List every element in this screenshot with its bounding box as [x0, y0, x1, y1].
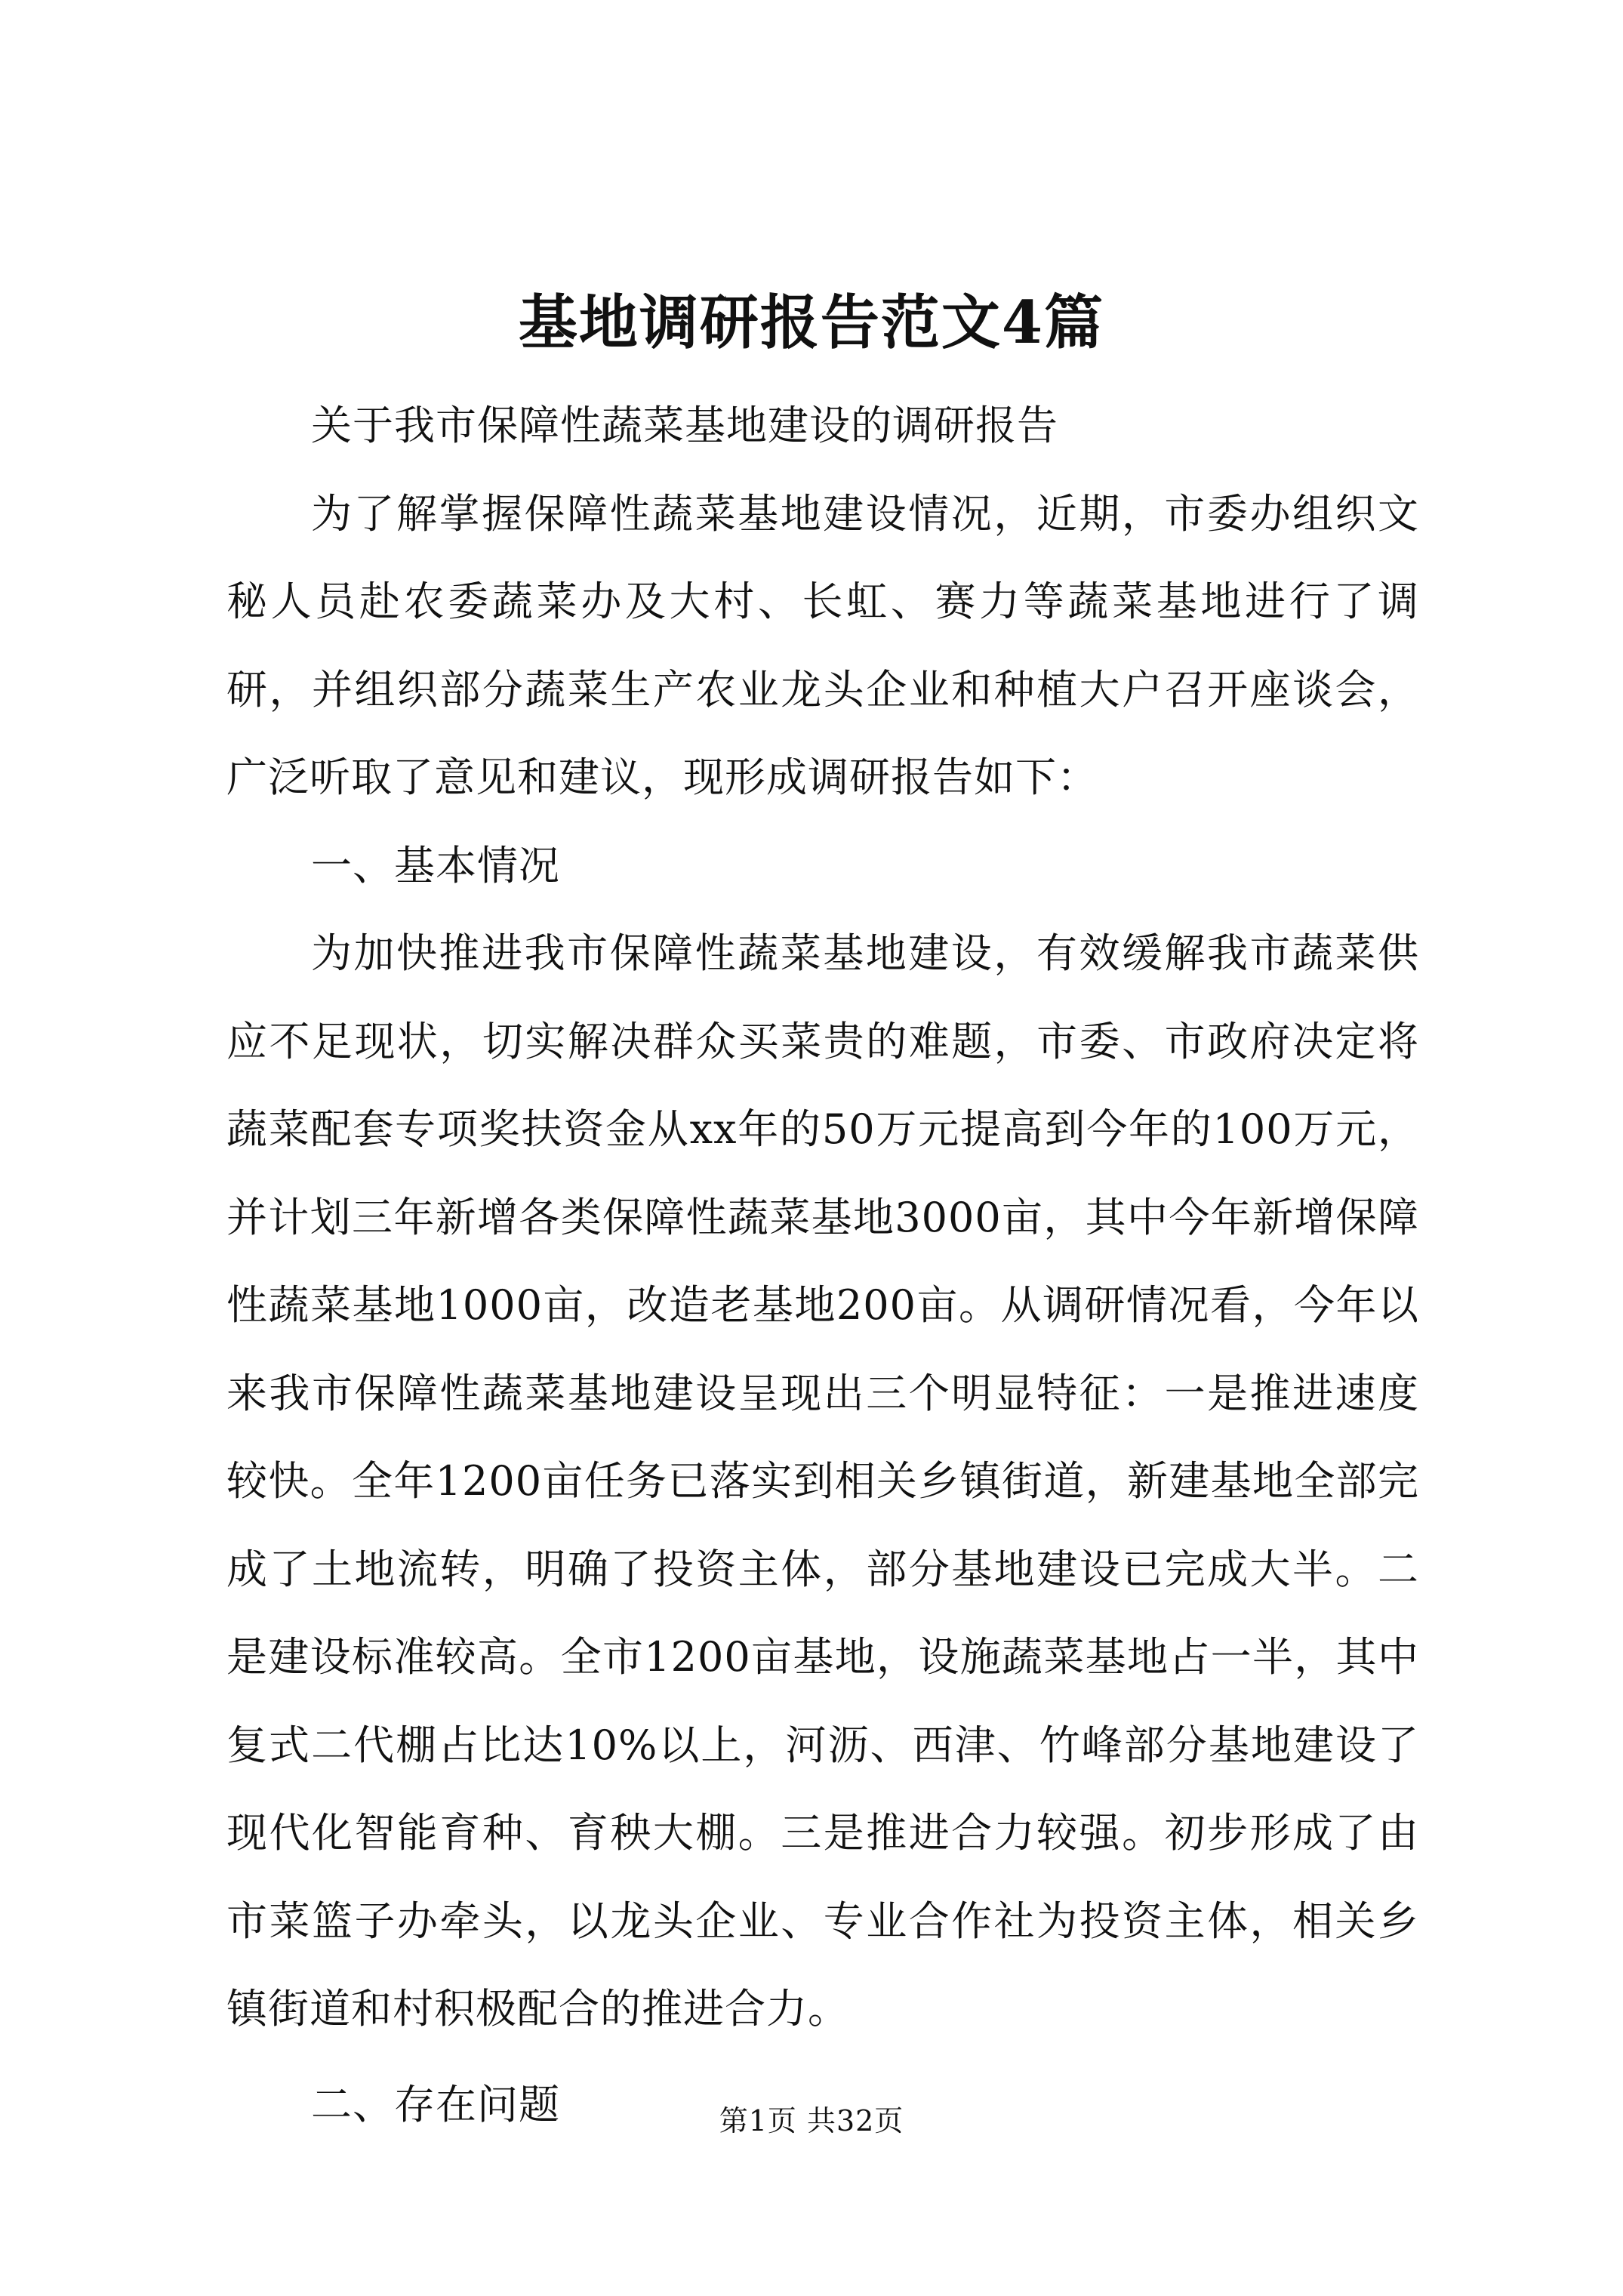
section-two-heading: 二、存在问题 — [311, 2080, 560, 2128]
page-number-footer: 第1页 共32页 — [719, 2104, 904, 2137]
document-body — [226, 382, 1419, 2149]
intro-paragraph: 为了解掌握保障性蔬菜基地建设情况，近期，市委办组织文秘人员赴农委蔬菜办及大村、长虹、赛力等蔬菜基地进行了调研，并组织部分蔬菜生产农业龙头企业和种植大户召开座谈会，广泛听取了意见和建议，现形成调研报告如下： — [226, 489, 1419, 801]
report-subtitle: 关于我市保障性蔬菜基地建设的调研报告 — [311, 402, 1058, 449]
section-one-heading: 一、基本情况 — [311, 841, 560, 889]
document-title: 基地调研报告范文4篇 — [518, 288, 1105, 357]
section-one-paragraph: 为加快推进我市保障性蔬菜基地建设，有效缓解我市蔬菜供应不足现状，切实解决群众买菜贵的难题，市委、市政府决定将蔬菜配套专项奖扶资金从xx年的50万元提高到今年的100万元，并计划三年新增各类保障性蔬菜基地3000亩，其中今年新增保障性蔬菜基地1000亩，改造老基地200亩。从调研情况看，今年以来我市保障性蔬菜基地建设呈现出三个明显特征：一是推进速度较快。全年1200亩任务已落实到相关乡镇街道，新建基地全部完成了土地流转，明确了投资主体，部分基地建设已完成大半。二是建设标准较高。全市1200亩基地，设施蔬菜基地占一半，其中复式二代棚占比达10%以上，河沥、西津、竹峰部分基地建设了现代化智能育种、育秧大棚。三是推进合力较强。初步形成了由市菜篮子办牵头，以龙头企业、专业合作社为投资主体，相关乡镇街道和村积极配合的推进合力。 — [226, 929, 1419, 2032]
